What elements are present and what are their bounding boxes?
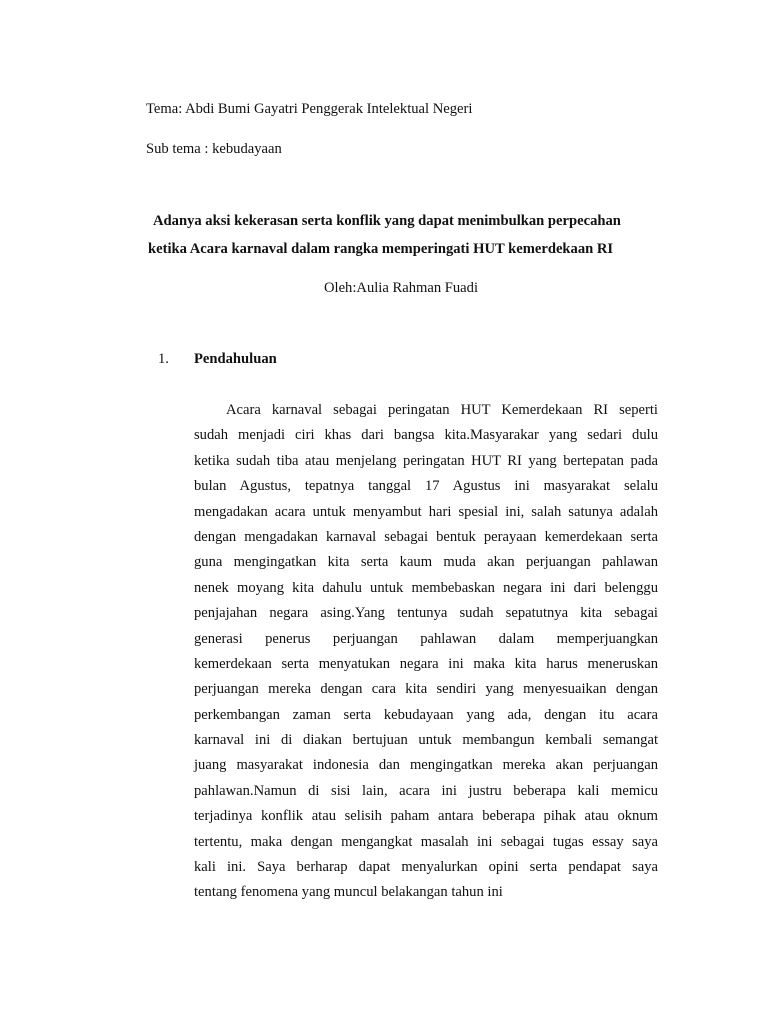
paragraph-line: bulan Agustus, tepatnya tanggal 17 Agustus ini masyarakat selalu (194, 478, 658, 495)
paragraph-line: nenek moyang kita dahulu untuk membebaskan negara ini dari belenggu (194, 579, 658, 596)
paragraph-line: sudah menjadi ciri khas dari bangsa kita.Masyarakar yang sedari dulu (194, 427, 658, 444)
subtheme-line: Sub tema : kebudayaan (146, 141, 282, 157)
introduction-paragraph (194, 401, 658, 909)
paragraph-line: tertentu, maka dengan mengangkat masalah ini sebagai tugas essay saya (194, 833, 658, 850)
paragraph-line: dengan mengadakan karnaval sebagai bentuk perayaan kemerdekaan serta (194, 528, 658, 545)
paragraph-line: tentang fenomena yang muncul belakangan tahun ini (194, 884, 503, 901)
theme-line: Tema: Abdi Bumi Gayatri Penggerak Intelektual Negeri (146, 101, 473, 117)
paragraph-line: pahlawan.Namun di sisi lain, acara ini justru beberapa kali memicu (194, 782, 658, 799)
author-name: Oleh:Aulia Rahman Fuadi (323, 280, 479, 296)
essay-title-line-1: Adanya aksi kekerasan serta konflik yang dapat menimbulkan perpecahan (153, 213, 621, 229)
paragraph-line: juang masyarakat indonesia dan mengingatkan mereka akan perjuangan (194, 757, 658, 774)
section-title: Pendahuluan (194, 351, 277, 367)
paragraph-line: karnaval ini di diakan bertujuan untuk membangun kembali semangat (194, 732, 658, 749)
paragraph-line: kemerdekaan serta menyatukan negara ini maka kita harus meneruskan (194, 655, 658, 672)
paragraph-line: perjuangan mereka dengan cara kita sendiri yang menyesuaikan dengan (194, 681, 658, 698)
paragraph-line: ketika sudah tiba atau menjelang peringatan HUT RI yang bertepatan pada (194, 452, 658, 469)
paragraph-line: penjajahan negara asing.Yang tentunya sudah sepatutnya kita sebagai (194, 605, 658, 622)
essay-title-line-2: ketika Acara karnaval dalam rangka memperingati HUT kemerdekaan RI (148, 241, 614, 257)
paragraph-line: generasi penerus perjuangan pahlawan dalam memperjuangkan (194, 630, 658, 647)
paragraph-line: terjadinya konflik atau selisih paham antara beberapa pihak atau oknum (194, 808, 658, 825)
section-number: 1. (158, 351, 169, 367)
paragraph-line: mengadakan acara untuk menyambut hari spesial ini, salah satunya adalah (194, 503, 658, 520)
author-line (0, 279, 768, 297)
section-heading (158, 350, 277, 368)
paragraph-line: perkembangan zaman serta kebudayaan yang ada, dengan itu acara (194, 706, 658, 723)
paragraph-line: Acara karnaval sebagai peringatan HUT Kemerdekaan RI seperti (226, 402, 658, 418)
paragraph-line: guna mengingatkan kita serta kaum muda akan perjuangan pahlawan (194, 554, 658, 571)
paragraph-line: kali ini. Saya berharap dapat menyalurkan opini serta pendapat saya (194, 859, 658, 876)
